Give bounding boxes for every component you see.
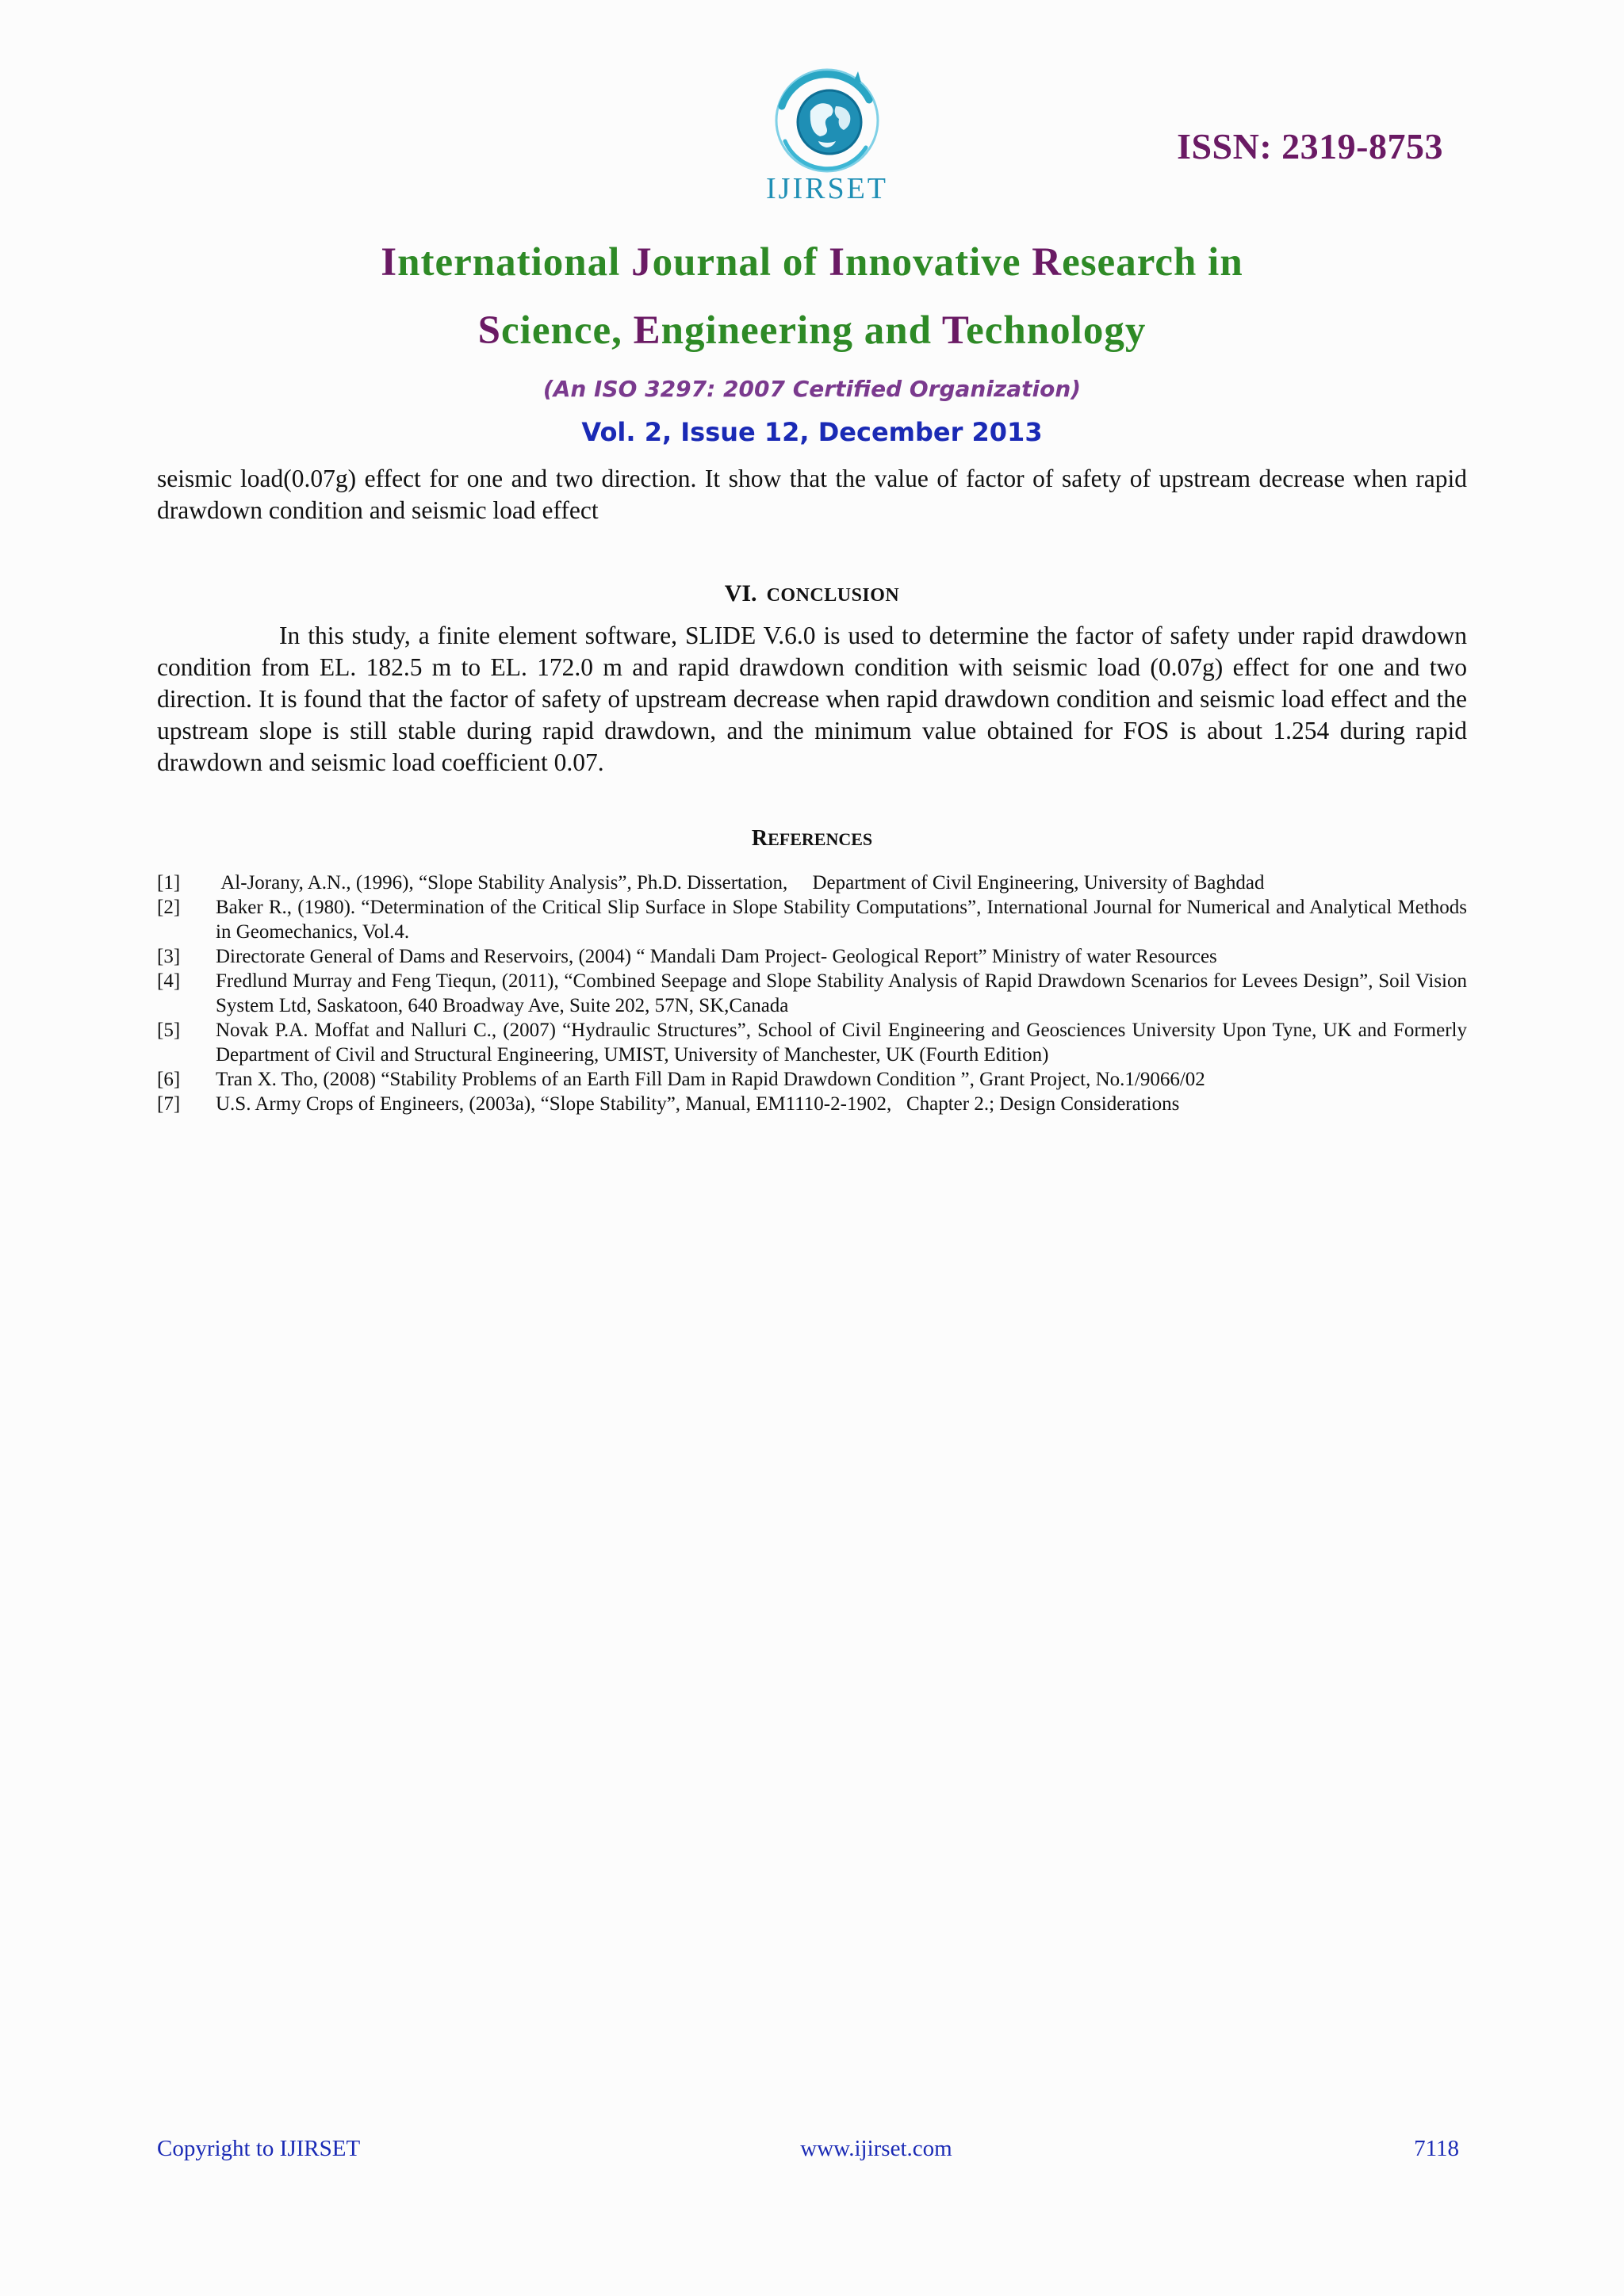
reference-number: [2]: [157, 897, 181, 918]
reference-item: [157, 969, 1473, 1018]
reference-item: [157, 1018, 1473, 1067]
references-heading-rest: EFERENCES: [768, 829, 873, 849]
globe-icon: [776, 70, 878, 171]
reference-text: U.S. Army Crops of Engineers, (2003a), “Slope Stability”, Manual, EM1110-2-1902, Chapter 2.; Design Considerations: [216, 1093, 1180, 1115]
reference-number: [6]: [157, 1069, 181, 1090]
title-capital-letter: I: [381, 240, 398, 285]
reference-number: [4]: [157, 970, 181, 992]
reference-text: Tran X. Tho, (2008) “Stability Problems of an Earth Fill Dam in Rapid Drawdown Condition ”, Grant Project, No.1/9066/02: [216, 1069, 1205, 1090]
issn-number: ISSN: 2319-8753: [1177, 126, 1443, 166]
footer-copyright: Copyright to IJIRSET: [157, 2136, 361, 2161]
reference-item: [157, 1092, 1467, 1116]
title-word-rest: ngineering and: [661, 308, 942, 353]
reference-number: [7]: [157, 1093, 181, 1115]
journal-title-line-1: [0, 239, 1624, 285]
reference-text: Directorate General of Dams and Reservoirs, (2004) “ Mandali Dam Project- Geological Report” Ministry of water Resources: [216, 946, 1217, 967]
conclusion-paragraph: In this study, a finite element software, SLIDE V.6.0 is used to determine the factor of safety under rapid drawdown condition from EL. 182.5 m to EL. 172.0 m and rapid drawdown condition with seismic load (0.07g) effect for one and two direction. It is found that the factor of safety of upstream decrease when rapid drawdown condition and seismic load effect and the upstream slope is still stable during rapid drawdown, and the minimum value obtained for FOS is about 1.254 during rapid drawdown and seismic load coefficient 0.07.: [157, 622, 1467, 776]
title-word-rest: nternational: [397, 240, 632, 285]
title-word-rest: nnovative: [845, 240, 1032, 285]
reference-item: [157, 871, 1467, 895]
section-number: VI.: [724, 580, 757, 607]
title-capital-letter: J: [631, 240, 653, 285]
title-capital-letter: S: [477, 308, 502, 353]
intro-paragraph: seismic load(0.07g) effect for one and two direction. It show that the value of factor of safety of upstream decrease when rapid drawdown condition and seismic load effect: [157, 465, 1467, 524]
title-capital-letter: E: [633, 308, 661, 353]
references-list: [157, 871, 1473, 1116]
reference-text: Novak P.A. Moffat and Nalluri C., (2007) “Hydraulic Structures”, School of Civil Engineering and Geosciences University Upon Tyne, UK and Formerly Department of Civil and Structural Engineering, UMIST, University of Manchester, UK (Fourth Edition): [216, 1020, 1473, 1066]
journal-logo: [750, 59, 904, 209]
reference-text: Al-Jorany, A.N., (1996), “Slope Stability Analysis”, Ph.D. Dissertation, Department of Civil Engineering, University of Baghdad: [216, 872, 1265, 894]
logo-text: IJIRSET: [766, 172, 888, 205]
title-capital-letter: R: [1032, 240, 1063, 285]
footer-website[interactable]: www.ijirset.com: [800, 2136, 952, 2161]
reference-item: [157, 895, 1473, 944]
title-capital-letter: I: [829, 240, 845, 285]
reference-text: Fredlund Murray and Feng Tiequn, (2011), “Combined Seepage and Slope Stability Analysis of Rapid Drawdown Scenarios for Levees Design”, Soil Vision System Ltd, Saskatoon, 640 Broadway Ave, Suite 202, 57N, SK,Canada: [216, 970, 1473, 1016]
page-number: 7118: [1414, 2136, 1459, 2161]
title-word-rest: esearch in: [1062, 240, 1243, 285]
reference-number: [3]: [157, 946, 181, 967]
title-capital-letter: T: [941, 308, 967, 353]
reference-item: [157, 944, 1467, 969]
section-title: CONCLUSION: [766, 585, 900, 606]
references-heading: [0, 826, 1624, 851]
reference-item: [157, 1067, 1467, 1092]
conclusion-heading: [0, 580, 1624, 607]
journal-title-line-2: [0, 308, 1624, 354]
iso-certification-note: (An ISO 3297: 2007 Certified Organization): [542, 376, 1082, 402]
reference-number: [5]: [157, 1020, 181, 1041]
references-heading-initial: R: [751, 826, 768, 851]
volume-issue: Vol. 2, Issue 12, December 2013: [581, 417, 1043, 447]
reference-text: Baker R., (1980). “Determination of the Critical Slip Surface in Slope Stability Computations”, International Journal for Numerical and Analytical Methods in Geomechanics, Vol.4.: [216, 897, 1473, 943]
title-word-rest: echnology: [966, 308, 1147, 353]
title-word-rest: cience,: [501, 308, 634, 353]
reference-number: [1]: [157, 872, 181, 894]
title-word-rest: ournal of: [652, 240, 829, 285]
